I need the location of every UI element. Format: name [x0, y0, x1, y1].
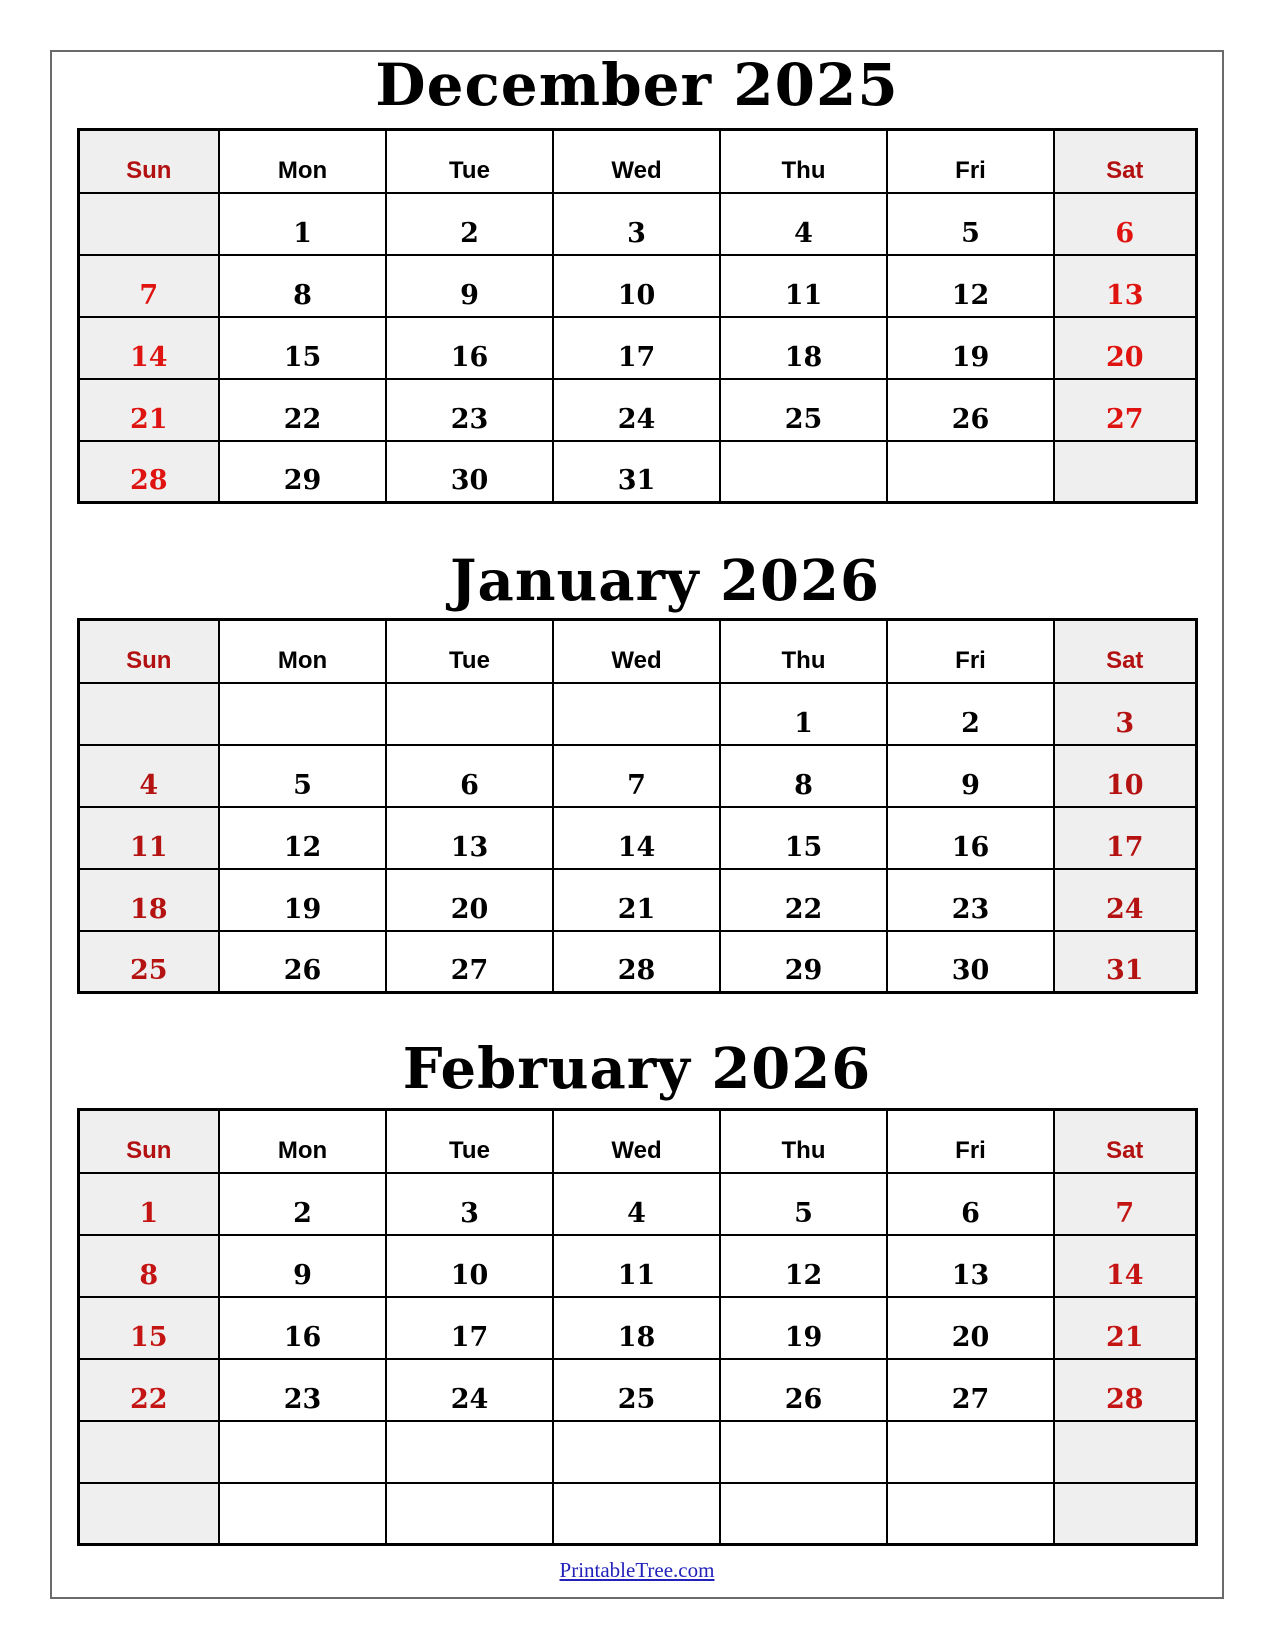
- day-cell-15: 15: [720, 807, 887, 869]
- day-cell-28: 28: [78, 441, 219, 503]
- day-cell-2: 2: [887, 683, 1054, 745]
- day-cell-31: 31: [1054, 931, 1196, 993]
- day-cell-1: 1: [219, 193, 386, 255]
- day-cell-20: 20: [887, 1297, 1054, 1359]
- day-cell-empty: [1054, 1421, 1196, 1483]
- day-cell-10: 10: [553, 255, 720, 317]
- day-cell-23: 23: [386, 379, 553, 441]
- day-cell-empty: [553, 1483, 720, 1545]
- day-cell-30: 30: [386, 441, 553, 503]
- day-cell-26: 26: [720, 1359, 887, 1421]
- day-cell-12: 12: [219, 807, 386, 869]
- weekday-header-sat: Sat: [1054, 130, 1196, 193]
- day-cell-22: 22: [219, 379, 386, 441]
- day-cell-13: 13: [1054, 255, 1196, 317]
- week-row: [78, 1483, 1196, 1545]
- week-row: [78, 1235, 1196, 1297]
- month-section-january-2026: [52, 550, 1222, 994]
- week-row: [78, 1421, 1196, 1483]
- day-cell-17: 17: [1054, 807, 1196, 869]
- weekday-header-thu: Thu: [720, 1110, 887, 1173]
- day-cell-18: 18: [78, 869, 219, 931]
- day-cell-4: 4: [78, 745, 219, 807]
- week-row: [78, 379, 1196, 441]
- day-cell-11: 11: [553, 1235, 720, 1297]
- day-cell-17: 17: [386, 1297, 553, 1359]
- day-cell-6: 6: [386, 745, 553, 807]
- weekday-header-sun: Sun: [78, 130, 219, 193]
- week-row: [78, 193, 1196, 255]
- weekday-header-fri: Fri: [887, 130, 1054, 193]
- day-cell-25: 25: [78, 931, 219, 993]
- day-cell-14: 14: [553, 807, 720, 869]
- page-frame: [50, 50, 1224, 1599]
- day-cell-3: 3: [1054, 683, 1196, 745]
- day-cell-6: 6: [887, 1173, 1054, 1235]
- day-cell-empty: [553, 683, 720, 745]
- day-cell-15: 15: [78, 1297, 219, 1359]
- day-cell-empty: [219, 1421, 386, 1483]
- day-cell-21: 21: [553, 869, 720, 931]
- week-row: [78, 441, 1196, 503]
- day-cell-11: 11: [78, 807, 219, 869]
- day-cell-19: 19: [219, 869, 386, 931]
- day-cell-18: 18: [553, 1297, 720, 1359]
- day-cell-empty: [887, 1483, 1054, 1545]
- day-cell-27: 27: [386, 931, 553, 993]
- calendar-table-february: [77, 1108, 1198, 1546]
- day-cell-empty: [1054, 1483, 1196, 1545]
- day-cell-29: 29: [219, 441, 386, 503]
- week-row: [78, 317, 1196, 379]
- day-cell-9: 9: [386, 255, 553, 317]
- month-title: January 2026: [450, 548, 880, 614]
- day-cell-24: 24: [553, 379, 720, 441]
- weekday-header-mon: Mon: [219, 130, 386, 193]
- day-cell-12: 12: [720, 1235, 887, 1297]
- calendar-table-january: [77, 618, 1198, 994]
- week-row: [78, 1359, 1196, 1421]
- day-cell-24: 24: [386, 1359, 553, 1421]
- day-cell-empty: [720, 1421, 887, 1483]
- day-cell-16: 16: [219, 1297, 386, 1359]
- weekday-header-sun: Sun: [78, 1110, 219, 1173]
- day-cell-1: 1: [720, 683, 887, 745]
- footer-link[interactable]: PrintableTree.com: [559, 1558, 715, 1582]
- day-cell-8: 8: [78, 1235, 219, 1297]
- day-cell-10: 10: [1054, 745, 1196, 807]
- day-cell-19: 19: [720, 1297, 887, 1359]
- day-cell-28: 28: [1054, 1359, 1196, 1421]
- weekday-header-tue: Tue: [386, 130, 553, 193]
- day-cell-29: 29: [720, 931, 887, 993]
- weekday-header-wed: Wed: [553, 130, 720, 193]
- day-cell-17: 17: [553, 317, 720, 379]
- day-cell-16: 16: [386, 317, 553, 379]
- weekday-header-tue: Tue: [386, 1110, 553, 1173]
- day-cell-2: 2: [386, 193, 553, 255]
- weekday-header-fri: Fri: [887, 620, 1054, 683]
- day-cell-9: 9: [887, 745, 1054, 807]
- day-cell-7: 7: [78, 255, 219, 317]
- day-cell-25: 25: [720, 379, 887, 441]
- day-cell-13: 13: [887, 1235, 1054, 1297]
- weekday-header-wed: Wed: [553, 1110, 720, 1173]
- day-cell-10: 10: [386, 1235, 553, 1297]
- week-row: [78, 745, 1196, 807]
- day-cell-22: 22: [78, 1359, 219, 1421]
- day-cell-empty: [720, 441, 887, 503]
- day-cell-empty: [887, 1421, 1054, 1483]
- day-cell-14: 14: [78, 317, 219, 379]
- day-cell-25: 25: [553, 1359, 720, 1421]
- day-cell-7: 7: [1054, 1173, 1196, 1235]
- week-row: [78, 1297, 1196, 1359]
- month-title: December 2025: [375, 51, 899, 119]
- day-cell-8: 8: [219, 255, 386, 317]
- day-cell-6: 6: [1054, 193, 1196, 255]
- day-cell-empty: [887, 441, 1054, 503]
- day-cell-14: 14: [1054, 1235, 1196, 1297]
- month-section-december-2025: [52, 51, 1222, 504]
- weekday-header-sat: Sat: [1054, 1110, 1196, 1173]
- day-cell-16: 16: [887, 807, 1054, 869]
- week-row: [78, 869, 1196, 931]
- day-cell-23: 23: [219, 1359, 386, 1421]
- day-cell-12: 12: [887, 255, 1054, 317]
- day-cell-26: 26: [887, 379, 1054, 441]
- weekday-header-thu: Thu: [720, 620, 887, 683]
- day-cell-31: 31: [553, 441, 720, 503]
- day-cell-22: 22: [720, 869, 887, 931]
- week-row: [78, 255, 1196, 317]
- day-cell-3: 3: [386, 1173, 553, 1235]
- page-footer: [52, 1558, 1222, 1583]
- day-cell-4: 4: [720, 193, 887, 255]
- day-cell-7: 7: [553, 745, 720, 807]
- day-cell-15: 15: [219, 317, 386, 379]
- day-cell-5: 5: [219, 745, 386, 807]
- month-title: February 2026: [402, 1036, 872, 1102]
- weekday-header-tue: Tue: [386, 620, 553, 683]
- day-cell-empty: [1054, 441, 1196, 503]
- day-cell-20: 20: [386, 869, 553, 931]
- day-cell-empty: [78, 1421, 219, 1483]
- weekday-header-fri: Fri: [887, 1110, 1054, 1173]
- day-cell-13: 13: [386, 807, 553, 869]
- day-cell-28: 28: [553, 931, 720, 993]
- day-cell-empty: [219, 1483, 386, 1545]
- day-cell-27: 27: [1054, 379, 1196, 441]
- weekday-header-sun: Sun: [78, 620, 219, 683]
- week-row: [78, 1173, 1196, 1235]
- day-cell-18: 18: [720, 317, 887, 379]
- weekday-header-sat: Sat: [1054, 620, 1196, 683]
- day-cell-empty: [78, 1483, 219, 1545]
- week-row: [78, 683, 1196, 745]
- day-cell-9: 9: [219, 1235, 386, 1297]
- day-cell-8: 8: [720, 745, 887, 807]
- weekday-header-wed: Wed: [553, 620, 720, 683]
- day-cell-27: 27: [887, 1359, 1054, 1421]
- weekday-header-mon: Mon: [219, 620, 386, 683]
- day-cell-empty: [219, 683, 386, 745]
- day-cell-11: 11: [720, 255, 887, 317]
- month-section-february-2026: [52, 1038, 1222, 1546]
- day-cell-1: 1: [78, 1173, 219, 1235]
- day-cell-4: 4: [553, 1173, 720, 1235]
- weekday-header-thu: Thu: [720, 130, 887, 193]
- day-cell-26: 26: [219, 931, 386, 993]
- day-cell-empty: [553, 1421, 720, 1483]
- day-cell-3: 3: [553, 193, 720, 255]
- week-row: [78, 807, 1196, 869]
- day-cell-empty: [78, 193, 219, 255]
- day-cell-19: 19: [887, 317, 1054, 379]
- day-cell-empty: [386, 1421, 553, 1483]
- weekday-header-mon: Mon: [219, 1110, 386, 1173]
- day-cell-23: 23: [887, 869, 1054, 931]
- calendar-table-december: [77, 128, 1198, 504]
- day-cell-empty: [386, 1483, 553, 1545]
- day-cell-21: 21: [1054, 1297, 1196, 1359]
- day-cell-empty: [386, 683, 553, 745]
- day-cell-24: 24: [1054, 869, 1196, 931]
- day-cell-empty: [720, 1483, 887, 1545]
- week-row: [78, 931, 1196, 993]
- day-cell-5: 5: [720, 1173, 887, 1235]
- day-cell-empty: [78, 683, 219, 745]
- day-cell-5: 5: [887, 193, 1054, 255]
- day-cell-20: 20: [1054, 317, 1196, 379]
- day-cell-30: 30: [887, 931, 1054, 993]
- day-cell-2: 2: [219, 1173, 386, 1235]
- day-cell-21: 21: [78, 379, 219, 441]
